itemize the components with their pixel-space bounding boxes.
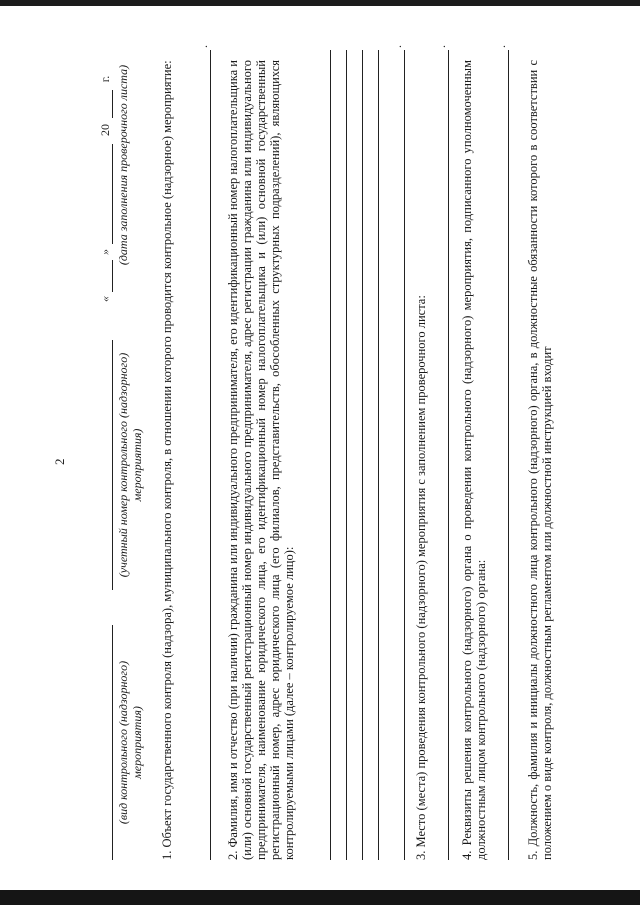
section-4-fill-line — [508, 50, 509, 860]
section-2-fill-line-4 — [378, 50, 379, 860]
section-1-fill-line — [210, 50, 211, 860]
rotated-page — [0, 20, 640, 880]
section-2-text: 2. Фамилия, имя и отчество (при наличии) гражданина или индивидуального предпринимателя, его идентификационный номер налогоплательщика и (или) основной государственный регистрационный номер индивидуального предпринимателя, адрес регистрации гражданина или индивидуального предпринимателя, наименование юридического лица, его идентификационный номер налогоплательщика и (или) основной государственный регистрационный номер, адрес юридического лица (его филиалов, представительств, обособленных структурных подразделений), являющихся контролируемыми лицами (далее – контролируемое лицо): — [226, 60, 296, 860]
section-3-fill-line — [448, 50, 449, 860]
section-3-text: 3. Место (места) проведения контрольного (надзорного) мероприятия с заполнением проверочного листа: — [414, 295, 428, 860]
type-blank-line — [112, 625, 113, 860]
section-3-end-mark: . — [434, 45, 448, 48]
section-1-end-mark: . — [196, 45, 210, 48]
section-2-fill-line-3 — [362, 50, 363, 860]
section-2-end-mark: . — [390, 45, 404, 48]
section-4-text: 4. Реквизиты решения контрольного (надзорного) органа о проведении контрольного (надзорного) мероприятия, подписанного уполномоченным должностным лицом контрольного (надзорного) органа: — [460, 60, 488, 860]
date-year-suffix: г. — [98, 75, 112, 83]
date-close-quote: » — [98, 249, 112, 255]
date-year-prefix: 20 — [98, 124, 112, 136]
section-2-fill-line-5 — [404, 50, 405, 860]
date-open-quote: « — [98, 296, 112, 302]
section-4-end-mark: . — [494, 45, 508, 48]
number-blank-line — [112, 340, 113, 590]
section-2-fill-line-2 — [346, 50, 347, 860]
date-day-line — [112, 260, 113, 292]
date-month-line — [112, 144, 113, 244]
page-number: 2 — [52, 458, 67, 465]
section-1-text: 1. Объект государственного контроля (надзора), муниципального контроля, в отношении которого проводится контрольное (надзорное) мероприятие: — [160, 60, 174, 860]
number-caption: (учетный номер контрольного (надзорного) мероприятия) — [116, 352, 144, 578]
section-2-fill-line-1 — [330, 50, 331, 860]
section-5-text: 5. Должность, фамилия и инициалы должностного лица контрольного (надзорного) органа, в должностные обязанности которого в соответствии с положением о виде контроля, должностным регламентом или должностной инструкцией входит — [526, 60, 554, 860]
scan-bottom-edge — [0, 890, 640, 905]
scan-top-edge — [0, 0, 640, 6]
date-year-line — [112, 90, 113, 118]
type-caption: (вид контрольного (надзорного) мероприятия) — [116, 660, 144, 825]
date-caption: (дата заполнения проверочного листа) — [116, 64, 130, 266]
